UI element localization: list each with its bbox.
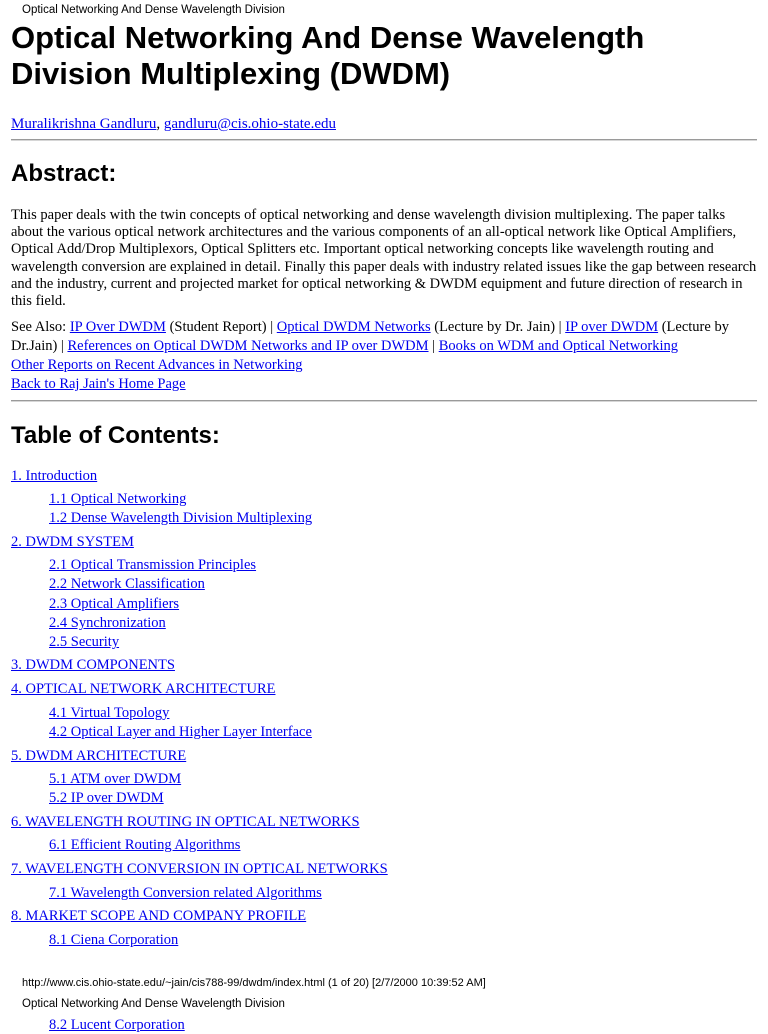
toc-subsection-link[interactable]: 2.4 Synchronization xyxy=(49,615,166,631)
toc-section-link[interactable]: 1. Introduction xyxy=(11,468,98,484)
author-name-link[interactable]: Muralikrishna Gandluru xyxy=(11,116,157,132)
see-also-note: (Student Report) | xyxy=(165,319,277,335)
toc-section-link[interactable]: 8. MARKET SCOPE AND COMPANY PROFILE xyxy=(11,908,307,924)
divider-1 xyxy=(11,139,757,141)
link-books[interactable]: Books on WDM and Optical Networking xyxy=(438,338,679,354)
see-also-line-3 xyxy=(11,356,759,375)
toc-section-link[interactable]: 7. WAVELENGTH CONVERSION IN OPTICAL NETWORKS xyxy=(11,861,388,877)
toc-subsection-link[interactable]: 8.1 Ciena Corporation xyxy=(49,932,179,948)
author-separator: , xyxy=(156,116,164,132)
toc-subsection-link[interactable]: 4.1 Virtual Topology xyxy=(49,705,170,721)
see-also-separator: | xyxy=(428,338,439,354)
link-ip-over-dwdm-lecture[interactable]: IP over DWDM xyxy=(565,319,659,335)
toc-subsection-link[interactable]: 2.1 Optical Transmission Principles xyxy=(49,557,257,573)
toc-subsection-link[interactable]: 7.1 Wavelength Conversion related Algorithms xyxy=(49,885,322,901)
toc-subsection-link[interactable]: 4.2 Optical Layer and Higher Layer Interface xyxy=(49,724,312,740)
toc-subsection-link[interactable]: 1.1 Optical Networking xyxy=(49,491,187,507)
toc-subsection-link[interactable]: 2.2 Network Classification xyxy=(49,576,205,592)
page-title: Optical Networking And Dense Wavelength Division Multiplexing (DWDM) xyxy=(11,20,645,91)
see-also-prefix: See Also: xyxy=(11,319,70,335)
see-also-note: (Lecture by Dr. Jain) | xyxy=(430,319,566,335)
running-header: Optical Networking And Dense Wavelength Division xyxy=(22,4,285,16)
toc-heading: Table of Contents: xyxy=(11,422,220,449)
toc-subsection-link[interactable]: 6.1 Efficient Routing Algorithms xyxy=(49,837,241,853)
toc-subsection-link[interactable]: 2.3 Optical Amplifiers xyxy=(49,596,180,612)
link-optical-dwdm-networks[interactable]: Optical DWDM Networks xyxy=(276,319,431,335)
abstract-text: This paper deals with the twin concepts of optical networking and dense wavelength division multiplexing. The paper talks about the various optical network architectures and the various components of an all-optical network like Optical Amplifiers, Optical Add/Drop Multiplexors, Optical Splitters etc. Important optical networking concepts like wavelength routing and wavelength conversion are explained in detail. Finally this paper deals with industry related issues like the gap between research and the industry, current and projected market for optical networking & DWDM equipment and future direction of research in this field. xyxy=(11,207,757,310)
link-references[interactable]: References on Optical DWDM Networks and IP over DWDM xyxy=(67,338,429,354)
toc-subsection-link[interactable]: 1.2 Dense Wavelength Division Multiplexing xyxy=(49,510,313,526)
see-also-line-1 xyxy=(11,318,759,337)
toc-subsection-link[interactable]: 5.2 IP over DWDM xyxy=(49,790,164,806)
toc-subsection-link[interactable]: 5.1 ATM over DWDM xyxy=(49,771,182,787)
toc-section-link[interactable]: 6. WAVELENGTH ROUTING IN OPTICAL NETWORKS xyxy=(11,814,360,830)
see-also-line-2 xyxy=(11,337,759,356)
toc-section-link[interactable]: 4. OPTICAL NETWORK ARCHITECTURE xyxy=(11,681,276,697)
link-ip-over-dwdm-report[interactable]: IP Over DWDM xyxy=(69,319,166,335)
see-also-line-4 xyxy=(11,375,759,394)
link-other-reports[interactable]: Other Reports on Recent Advances in Networking xyxy=(11,357,303,373)
author-email-link[interactable]: gandluru@cis.ohio-state.edu xyxy=(163,116,336,132)
toc-section-link[interactable]: 3. DWDM COMPONENTS xyxy=(11,657,175,673)
link-home-page[interactable]: Back to Raj Jain's Home Page xyxy=(11,376,186,392)
footer-url: http://www.cis.ohio-state.edu/~jain/cis788-99/dwdm/index.html (1 of 20) [2/7/2000 10:39:52 AM] xyxy=(22,977,486,989)
cut-off-line: 8.2 Lucent Corporation xyxy=(49,1017,185,1033)
divider-2 xyxy=(11,400,757,402)
next-page-header: Optical Networking And Dense Wavelength Division xyxy=(22,998,285,1010)
toc-section-link[interactable]: 5. DWDM ARCHITECTURE xyxy=(11,748,187,764)
see-also-block xyxy=(11,318,759,394)
see-also-note: Dr.Jain) | xyxy=(11,338,68,354)
see-also-note: (Lecture by xyxy=(658,319,729,335)
toc-section-link[interactable]: 2. DWDM SYSTEM xyxy=(11,534,134,550)
toc-subsection-link[interactable]: 2.5 Security xyxy=(49,634,120,650)
abstract-heading: Abstract: xyxy=(11,160,117,187)
author-line xyxy=(11,115,336,133)
